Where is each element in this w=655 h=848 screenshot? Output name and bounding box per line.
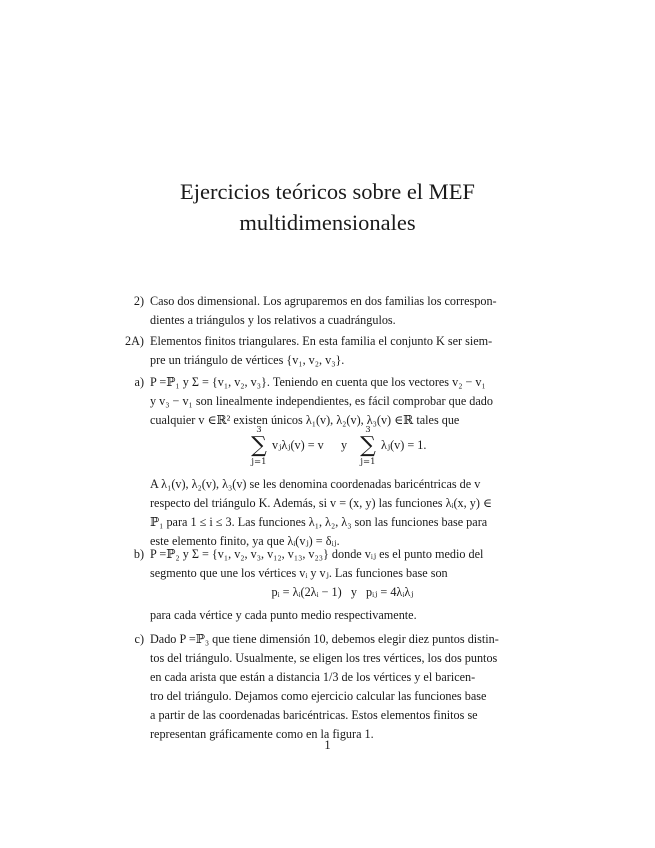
text-line: y v₃ − v₁ son linealmente independientes, es fácil comprobar que dado xyxy=(150,394,493,408)
text-line: Elementos finitos triangulares. En esta familia el conjunto K ser siem- xyxy=(150,334,493,348)
text-line: tos del triángulo. Usualmente, se eligen los tres vértices, los dos puntos xyxy=(150,651,498,665)
text-line: cualquier v ∈ℝ² existen únicos λ₁(v), λ₂(v), λ₃(v) ∈ℝ tales que xyxy=(150,413,460,427)
item-2-label: 2) xyxy=(133,294,144,308)
text-line: tro del triángulo. Dejamos como ejercicio calcular las funciones base xyxy=(150,689,487,703)
text-line: respecto del triángulo K. Además, si v = (x, y) las funciones λᵢ(x, y) ∈ xyxy=(150,496,492,510)
text-line: en cada arista que están a distancia 1/3 de los vértices y el baricen- xyxy=(150,670,476,684)
equation-term-1: vⱼλⱼ(v) = v xyxy=(272,438,324,452)
text-line: representan gráficamente como en la figura 1. xyxy=(150,727,374,741)
item-c-label: c) xyxy=(134,632,144,646)
equation-term-2: λⱼ(v) = 1. xyxy=(381,438,427,452)
text-line: pre un triángulo de vértices {v₁, v₂, v₃}. xyxy=(150,353,345,367)
text-line: a partir de las coordenadas baricéntricas. Estos elementos finitos se xyxy=(150,708,478,722)
title-line-1: Ejercicios teóricos sobre el MEF xyxy=(180,179,475,204)
title-line-2: multidimensionales xyxy=(239,210,416,235)
item-2-text xyxy=(150,292,497,330)
equation-basis-functions: pᵢ = λᵢ(2λᵢ − 1) y pᵢⱼ = 4λᵢλⱼ xyxy=(271,585,414,599)
item-a-label: a) xyxy=(134,375,144,389)
text-line: segmento que une los vértices vᵢ y vⱼ. Las funciones base son xyxy=(150,566,448,580)
text-line: Caso dos dimensional. Los agruparemos en dos familias los correspon- xyxy=(150,294,497,308)
item-a-text xyxy=(150,373,493,430)
text-line: este elemento finito, ya que λᵢ(vⱼ) = δᵢⱼ. xyxy=(150,534,340,548)
item-2a-text xyxy=(150,332,492,370)
text-line: A λ₁(v), λ₂(v), λ₃(v) se les denomina coordenadas baricéntricas de v xyxy=(150,477,481,491)
item-c-text xyxy=(150,630,499,744)
document-title xyxy=(120,176,535,238)
equation-joiner: y xyxy=(341,438,348,452)
item-b-text-continued xyxy=(150,606,417,625)
item-b-text xyxy=(150,545,483,583)
text-line: P =ℙ₁ y Σ = {v₁, v₂, v₃}. Teniendo en cuenta que los vectores v₂ − v₁ xyxy=(150,375,486,389)
text-line: P =ℙ₂ y Σ = {v₁, v₂, v₃, v₁₂, v₁₃, v₂₃} donde vᵢⱼ es el punto medio del xyxy=(150,547,484,561)
text-line: para cada vértice y cada punto medio respectivamente. xyxy=(150,608,417,622)
summation-symbol: 3 ∑ j=1 xyxy=(251,425,267,467)
item-a-text-continued xyxy=(150,475,492,551)
text-line: ℙ₁ para 1 ≤ i ≤ 3. Las funciones λ₁, λ₂, λ₃ son las funciones base para xyxy=(150,515,488,529)
item-2a-label: 2A) xyxy=(125,334,144,348)
summation-symbol: 3 ∑ j=1 xyxy=(360,425,376,467)
page-number: 1 xyxy=(324,738,331,752)
item-b-label: b) xyxy=(133,547,144,561)
text-line: dientes a triángulos y los relativos a cuadrángulos. xyxy=(150,313,396,327)
text-line: Dado P =ℙ₃ que tiene dimensión 10, debemos elegir diez puntos distin- xyxy=(150,632,499,646)
